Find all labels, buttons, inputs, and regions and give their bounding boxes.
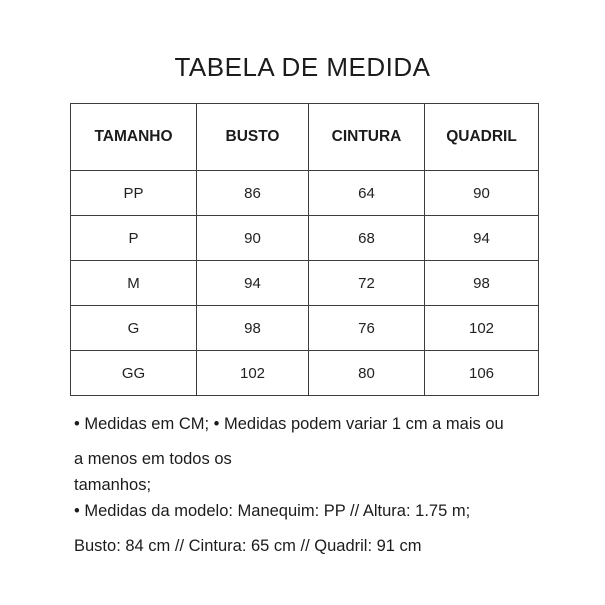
cell-busto: 102 xyxy=(197,351,309,396)
cell-cintura: 72 xyxy=(309,261,425,306)
table-row-g xyxy=(71,306,539,351)
cell-quadril: 94 xyxy=(425,216,539,261)
cell-cintura: 80 xyxy=(309,351,425,396)
size-chart-body xyxy=(71,171,539,396)
note-line-3: tamanhos; xyxy=(74,476,152,494)
cell-cintura: 64 xyxy=(309,171,425,216)
cell-size: PP xyxy=(71,171,197,216)
header-cell-cintura: CINTURA xyxy=(309,104,425,171)
measurement-notes xyxy=(74,413,544,557)
note-line-5: Busto: 84 cm // Cintura: 65 cm // Quadril: 91 cm xyxy=(74,537,422,555)
cell-quadril: 98 xyxy=(425,261,539,306)
header-row xyxy=(71,104,539,171)
header-cell-busto: BUSTO xyxy=(197,104,309,171)
note-line-1: • Medidas em CM; • Medidas podem variar 1 cm a mais ou xyxy=(74,415,504,433)
cell-busto: 90 xyxy=(197,216,309,261)
cell-size: M xyxy=(71,261,197,306)
cell-busto: 98 xyxy=(197,306,309,351)
table-row-m xyxy=(71,261,539,306)
header-cell-quadril: QUADRIL xyxy=(425,104,539,171)
cell-quadril: 90 xyxy=(425,171,539,216)
size-chart-table xyxy=(70,103,539,396)
table-row-gg xyxy=(71,351,539,396)
cell-busto: 94 xyxy=(197,261,309,306)
cell-busto: 86 xyxy=(197,171,309,216)
header-cell-tamanho: TAMANHO xyxy=(71,104,197,171)
size-chart-header xyxy=(71,104,539,171)
cell-quadril: 102 xyxy=(425,306,539,351)
cell-size: G xyxy=(71,306,197,351)
cell-size: P xyxy=(71,216,197,261)
cell-size: GG xyxy=(71,351,197,396)
page-title: TABELA DE MEDIDA xyxy=(174,52,431,82)
cell-quadril: 106 xyxy=(425,351,539,396)
table-row-p xyxy=(71,216,539,261)
table-row-pp xyxy=(71,171,539,216)
cell-cintura: 76 xyxy=(309,306,425,351)
note-line-4: • Medidas da modelo: Manequim: PP // Altura: 1.75 m; xyxy=(74,502,471,520)
note-line-2: a menos em todos os xyxy=(74,450,232,468)
cell-cintura: 68 xyxy=(309,216,425,261)
